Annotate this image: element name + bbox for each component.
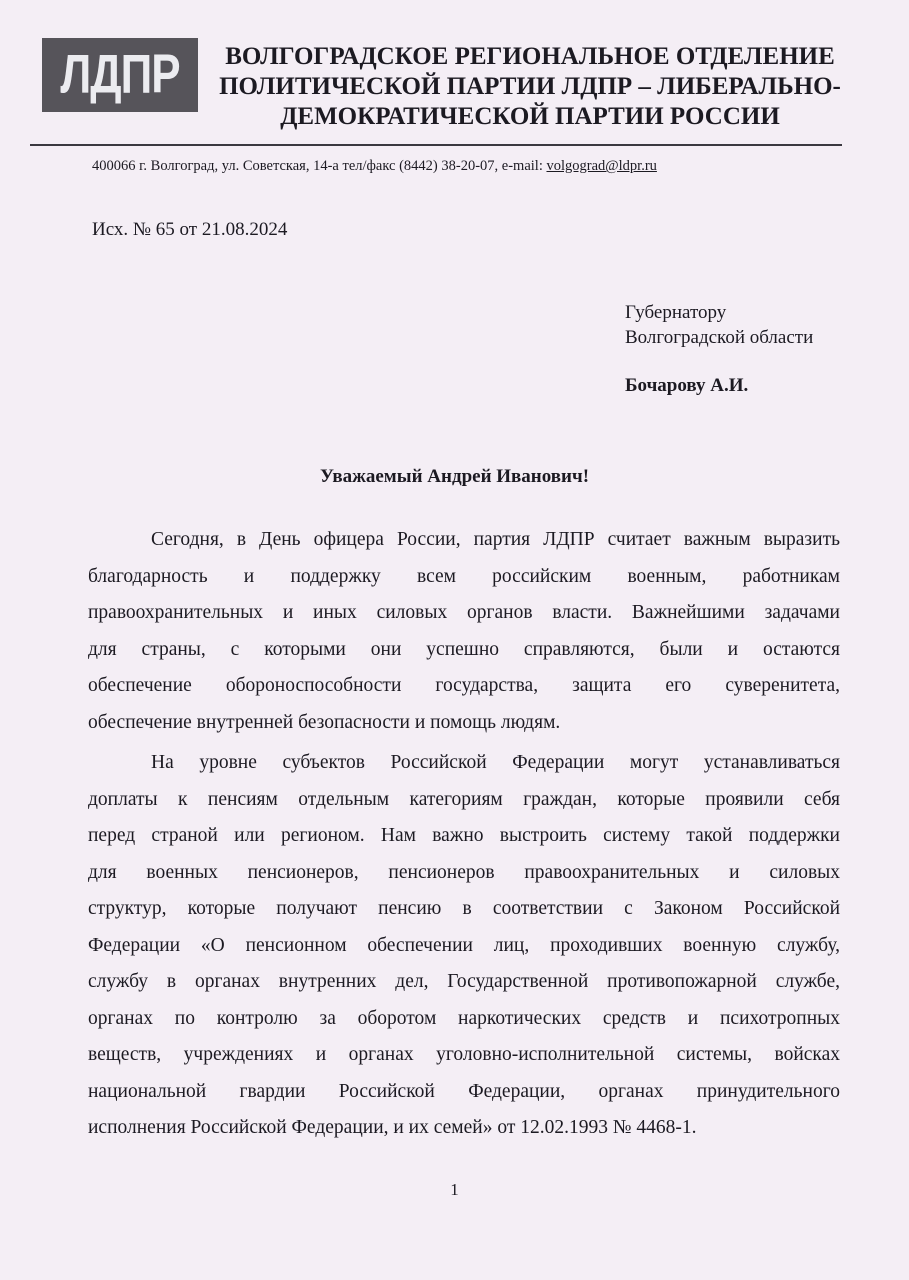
text-line: для военных пенсионеров, пенсионеров правоохранительных и силовых [88, 861, 840, 883]
text-line: правоохранительных и иных силовых органов власти. Важнейшими задачами [88, 602, 840, 623]
text-line: структур, которые получают пенсию в соответствии с Законом Российской [88, 898, 840, 919]
contact-info: 400066 г. Волгоград, ул. Советская, 14-а тел/факс (8442) 38-20-07, e-mail: volgograd@ldpr.ru [92, 158, 657, 174]
text-line: перед страной или регионом. Нам важно выстроить систему такой поддержки [88, 825, 840, 846]
organization-name: ВОЛГОГРАДСКОЕ РЕГИОНАЛЬНОЕ ОТДЕЛЕНИЕ ПОЛИТИЧЕСКОЙ ПАРТИИ ЛДПР – ЛИБЕРАЛЬНО- ДЕМОКРАТИЧЕСКОЙ ПАРТИИ РОССИИ [219, 43, 841, 130]
header-divider [30, 144, 842, 146]
text-line: для страны, с которыми они успешно справляются, были и остаются [88, 638, 840, 660]
addressee: Губернатору Волгоградской области Бочарову А.И. [625, 302, 814, 396]
ldpr-logo: ЛДПР [42, 38, 198, 112]
page-number: 1 [450, 1180, 459, 1199]
text-line: органах по контролю за оборотом наркотических средств и психотропных [88, 1007, 840, 1029]
text-line: национальной гвардии Российской Федерации, органах принудительного [88, 1080, 840, 1102]
text-line: На уровне субъектов Российской Федерации могут устанавливаться [151, 752, 840, 773]
text-line: Сегодня, в День офицера России, партия ЛДПР считает важным выразить [151, 529, 840, 550]
text-line: веществ, учреждениях и органах уголовно-исполнительной системы, войсках [88, 1044, 840, 1065]
text-line: исполнения Российской Федерации, и их семей» от 12.02.1993 № 4468-1. [88, 1117, 697, 1138]
text-line: обеспечение обороноспособности государства, защита его суверенитета, [88, 675, 840, 696]
paragraph-2 [88, 745, 840, 1147]
text-line: доплаты к пенсиям отдельным категориям граждан, которые проявили себя [88, 788, 840, 810]
text-line: обеспечение внутренней безопасности и помощь людям. [88, 711, 561, 733]
text-line: благодарность и поддержку всем российским военным, работникам [88, 565, 840, 587]
text-line: службу в органах внутренних дел, Государственной противопожарной службе, [88, 971, 840, 992]
outgoing-reference: Исх. № 65 от 21.08.2024 [92, 219, 288, 240]
greeting: Уважаемый Андрей Иванович! [319, 466, 590, 487]
email-link[interactable]: volgograd@ldpr.ru [546, 158, 657, 174]
text-line: Федерации «О пенсионном обеспечении лиц, проходивших военную службу, [88, 934, 840, 956]
paragraph-1 [88, 522, 840, 741]
